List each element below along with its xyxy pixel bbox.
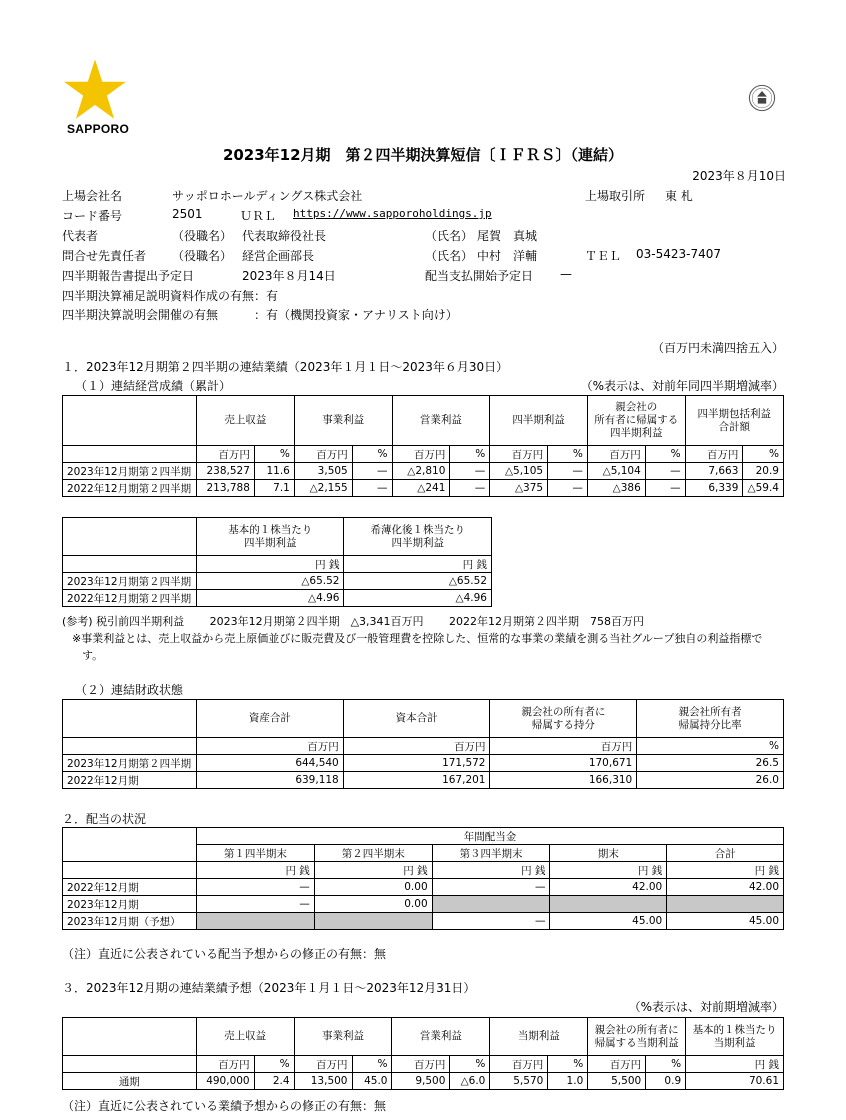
rep-title-label: （役職名）	[172, 229, 233, 243]
label-company: 上場会社名	[62, 189, 123, 203]
pct-cell: %	[743, 446, 784, 463]
cell: 7,663	[685, 463, 743, 480]
cell: 639,118	[196, 772, 343, 789]
pct-cell: %	[254, 1056, 294, 1073]
header-q3: 第３四半期末	[432, 845, 550, 862]
unit-cell: 百万円	[294, 1056, 352, 1073]
company-url-link[interactable]: https://www.sapporoholdings.jp	[293, 207, 492, 220]
cell: 42.00	[667, 879, 784, 896]
header-owners-equity: 親会社の所有者に 帰属する持分	[490, 700, 637, 738]
header-business-profit: 事業利益	[294, 396, 392, 446]
row-label: 2022年12月期	[63, 772, 197, 789]
cell: 11.6	[254, 463, 294, 480]
cell: △375	[490, 480, 548, 497]
header-owners-net-profit: 親会社の所有者に 帰属する当期利益	[588, 1018, 686, 1056]
unit-cell: 百万円	[587, 446, 645, 463]
cell: 5,570	[490, 1073, 548, 1090]
unit-cell: 百万円	[490, 738, 637, 755]
cell: △2,155	[294, 480, 352, 497]
header-total-assets: 資産合計	[196, 700, 343, 738]
header-total: 合計	[667, 845, 784, 862]
eps-table	[62, 517, 492, 607]
unit-cell: 百万円	[392, 446, 450, 463]
forecast-table	[62, 1017, 784, 1090]
header-diluted-eps: 希薄化後１株当たり 四半期利益	[344, 518, 492, 556]
briefing-session: 四半期決算説明会開催の有無 ：有（機関投資家・アナリスト向け）	[62, 308, 458, 322]
dividend-revision-note: （注）直近に公表されている配当予想からの修正の有無：無	[62, 947, 387, 961]
cell: 238,527	[196, 463, 254, 480]
unit-cell: 百万円	[196, 446, 254, 463]
cell: 9,500	[392, 1073, 450, 1090]
cell: 0.00	[314, 879, 432, 896]
cell: 45.00	[667, 913, 784, 930]
company-name: サッポロホールディングス株式会社	[172, 189, 363, 203]
cell: △386	[587, 480, 645, 497]
cell: —	[196, 896, 314, 913]
header-revenue: 売上収益	[196, 396, 294, 446]
release-date: 2023年８月10日	[692, 169, 786, 183]
sapporo-star-logo-icon	[62, 58, 128, 124]
section1-heading: １．2023年12月期第２四半期の連結業績（2023年１月１日～2023年６月30日）	[62, 360, 509, 374]
unit-cell: 百万円	[294, 446, 352, 463]
row-label: 2023年12月期第２四半期	[63, 463, 197, 480]
pct-cell: %	[646, 1056, 686, 1073]
row-label: 2022年12月期	[63, 879, 197, 896]
table-row	[63, 772, 784, 789]
cell: 5,500	[588, 1073, 646, 1090]
cell: 20.9	[743, 463, 784, 480]
header-comprehensive-income: 四半期包括利益 合計額	[685, 396, 783, 446]
tel-number: 03-5423-7407	[636, 247, 722, 261]
unit-cell: 百万円	[392, 1056, 450, 1073]
header-basic-eps: 基本的１株当たり 四半期利益	[196, 518, 344, 556]
logo-text: SAPPORO	[67, 122, 130, 136]
cell: 3,505	[294, 463, 352, 480]
header-q1: 第１四半期末	[196, 845, 314, 862]
dividend-start: —	[560, 267, 572, 281]
unit-cell: 百万円	[490, 446, 548, 463]
exchange: 東 札	[665, 189, 693, 203]
cell: 7.1	[254, 480, 294, 497]
unit-cell: 百万円	[490, 1056, 548, 1073]
header-year-end: 期末	[550, 845, 667, 862]
cell: △6.0	[450, 1073, 490, 1090]
unit-cell: 円 銭	[196, 556, 344, 573]
header-annual-dividend: 年間配当金	[196, 828, 783, 845]
dividend-start-label: 配当支払開始予定日	[425, 269, 534, 283]
row-label: 2023年12月期（予想）	[63, 913, 197, 930]
contact-title: 経営企画部長	[242, 249, 315, 263]
cell: 70.61	[686, 1073, 784, 1090]
pct-cell: %	[352, 446, 392, 463]
cell: 42.00	[550, 879, 667, 896]
cell: 45.0	[352, 1073, 392, 1090]
cell: △241	[392, 480, 450, 497]
table-row	[63, 480, 784, 497]
contact-title-label: （役職名）	[172, 249, 233, 263]
cell: △4.96	[344, 590, 492, 607]
cell: 0.9	[646, 1073, 686, 1090]
cell: △65.52	[344, 573, 492, 590]
section1-sub2: （２）連結財政状態	[75, 683, 184, 697]
cell: 166,310	[490, 772, 637, 789]
pct-cell: %	[548, 446, 588, 463]
section2-heading: ２．配当の状況	[62, 812, 147, 826]
cell: △4.96	[196, 590, 344, 607]
header-operating-profit: 営業利益	[392, 396, 490, 446]
row-label: 2023年12月期第２四半期	[63, 755, 197, 772]
rounding-note: （百万円未満四捨五入）	[651, 341, 784, 355]
rep-name-label: （氏名）	[425, 229, 474, 243]
shaded-cell	[196, 913, 314, 930]
row-label: 通期	[63, 1073, 197, 1090]
pct-cell: %	[450, 446, 490, 463]
cell: 6,339	[685, 480, 743, 497]
business-profit-note-cont: す。	[82, 649, 104, 662]
dividend-table	[62, 827, 784, 930]
cell: —	[432, 913, 550, 930]
forecast-revision-note: （注）直近に公表されている業績予想からの修正の有無：無	[62, 1099, 387, 1113]
table-row	[63, 573, 492, 590]
table-row	[63, 755, 784, 772]
rep-title: 代表取締役社長	[242, 229, 327, 243]
header-revenue: 売上収益	[196, 1018, 294, 1056]
row-label: 2023年12月期第２四半期	[63, 573, 197, 590]
page-title: 2023年12月期 第２四半期決算短信〔ＩＦＲＳ〕（連結）	[222, 146, 624, 164]
cell: △5,105	[490, 463, 548, 480]
cell: △2,810	[392, 463, 450, 480]
header-net-profit: 当期利益	[490, 1018, 588, 1056]
header-equity-ratio: 親会社所有者 帰属持分比率	[637, 700, 784, 738]
operating-results-table	[62, 395, 784, 497]
unit-cell: 百万円	[588, 1056, 646, 1073]
stock-code: 2501	[172, 207, 203, 221]
shaded-cell	[314, 913, 432, 930]
section3-heading: ３．2023年12月期の連結業績予想（2023年１月１日～2023年12月31日）	[62, 981, 476, 995]
cell: 167,201	[343, 772, 490, 789]
report-label: 四半期報告書提出予定日	[62, 269, 195, 283]
contact-name-label: （氏名）	[425, 249, 474, 263]
cell: 170,671	[490, 755, 637, 772]
row-label: 2022年12月期第２四半期	[63, 590, 197, 607]
label-code: コード番号	[62, 209, 123, 223]
cell: —	[645, 463, 685, 480]
unit-cell: 円 銭	[432, 862, 550, 879]
label-exchange: 上場取引所	[585, 189, 646, 203]
cell: —	[196, 879, 314, 896]
pct-cell: %	[548, 1056, 588, 1073]
pct-note: （%表示は、対前年同四半期増減率）	[580, 379, 784, 393]
cell: △65.52	[196, 573, 344, 590]
cell: △59.4	[743, 480, 784, 497]
section1-sub1: （１）連結経営成績（累計）	[75, 379, 232, 393]
header-total-equity: 資本合計	[343, 700, 490, 738]
cell: 213,788	[196, 480, 254, 497]
table-row	[63, 913, 784, 930]
unit-cell: 円 銭	[344, 556, 492, 573]
row-label: 2023年12月期	[63, 896, 197, 913]
pct-cell: %	[645, 446, 685, 463]
header-basic-eps: 基本的１株当たり 当期利益	[686, 1018, 784, 1056]
unit-cell: %	[637, 738, 784, 755]
cell: 644,540	[196, 755, 343, 772]
label-url: ＵＲＬ	[240, 209, 277, 223]
unit-cell: 円 銭	[686, 1056, 784, 1073]
table-row	[63, 463, 784, 480]
cell: —	[352, 480, 392, 497]
label-rep: 代表者	[62, 229, 99, 243]
unit-cell: 円 銭	[550, 862, 667, 879]
pct-cell: %	[450, 1056, 490, 1073]
unit-cell: 円 銭	[196, 862, 314, 879]
table-row	[63, 896, 784, 913]
rep-name: 尾賀 真城	[477, 229, 538, 243]
table-row	[63, 879, 784, 896]
cell: —	[645, 480, 685, 497]
cell: 0.00	[314, 896, 432, 913]
unit-cell: 百万円	[196, 1056, 254, 1073]
forecast-pct-note: （%表示は、対前期増減率）	[628, 1000, 784, 1014]
cell: △5,104	[587, 463, 645, 480]
unit-cell: 百万円	[196, 738, 343, 755]
unit-cell: 円 銭	[667, 862, 784, 879]
pct-cell: %	[254, 446, 294, 463]
cell: —	[450, 480, 490, 497]
cell: 1.0	[548, 1073, 588, 1090]
cell: 490,000	[196, 1073, 254, 1090]
header-q2: 第２四半期末	[314, 845, 432, 862]
unit-cell: 百万円	[685, 446, 743, 463]
table-row	[63, 590, 492, 607]
cell: —	[548, 480, 588, 497]
shaded-cell	[667, 896, 784, 913]
unit-cell: 百万円	[343, 738, 490, 755]
reference-note: (参考) 税引前四半期利益 2023年12月期第２四半期 △3,341百万円 2022年12月期第２四半期 758百万円	[62, 615, 644, 628]
row-label: 2022年12月期第２四半期	[63, 480, 197, 497]
header-operating-profit: 営業利益	[392, 1018, 490, 1056]
cell: 2.4	[254, 1073, 294, 1090]
cell: —	[352, 463, 392, 480]
header-business-profit: 事業利益	[294, 1018, 392, 1056]
supplementary-material: 四半期決算補足説明資料作成の有無：有	[62, 289, 279, 303]
header-owners-profit: 親会社の 所有者に帰属する 四半期利益	[587, 396, 685, 446]
shaded-cell	[432, 896, 550, 913]
cell: 26.0	[637, 772, 784, 789]
table-row	[63, 1073, 784, 1090]
unit-cell: 円 銭	[314, 862, 432, 879]
cell: 26.5	[637, 755, 784, 772]
report-date: 2023年８月14日	[242, 269, 336, 283]
cell: —	[432, 879, 550, 896]
cell: 13,500	[294, 1073, 352, 1090]
financial-position-table	[62, 699, 784, 789]
business-profit-note: ※事業利益とは、売上収益から売上原価並びに販売費及び一般管理費を控除した、恒常的な事業の業績を測る当社グループ独自の利益指標で	[72, 632, 763, 645]
cell: —	[548, 463, 588, 480]
pct-cell: %	[352, 1056, 392, 1073]
contact-name: 中村 洋輔	[477, 249, 538, 263]
cell: 171,572	[343, 755, 490, 772]
label-contact: 問合せ先責任者	[62, 249, 147, 263]
fasf-mark-icon	[748, 84, 776, 112]
cell: —	[450, 463, 490, 480]
cell: 45.00	[550, 913, 667, 930]
header-quarterly-profit: 四半期利益	[490, 396, 588, 446]
tel-label: ＴＥＬ	[585, 249, 622, 263]
shaded-cell	[550, 896, 667, 913]
